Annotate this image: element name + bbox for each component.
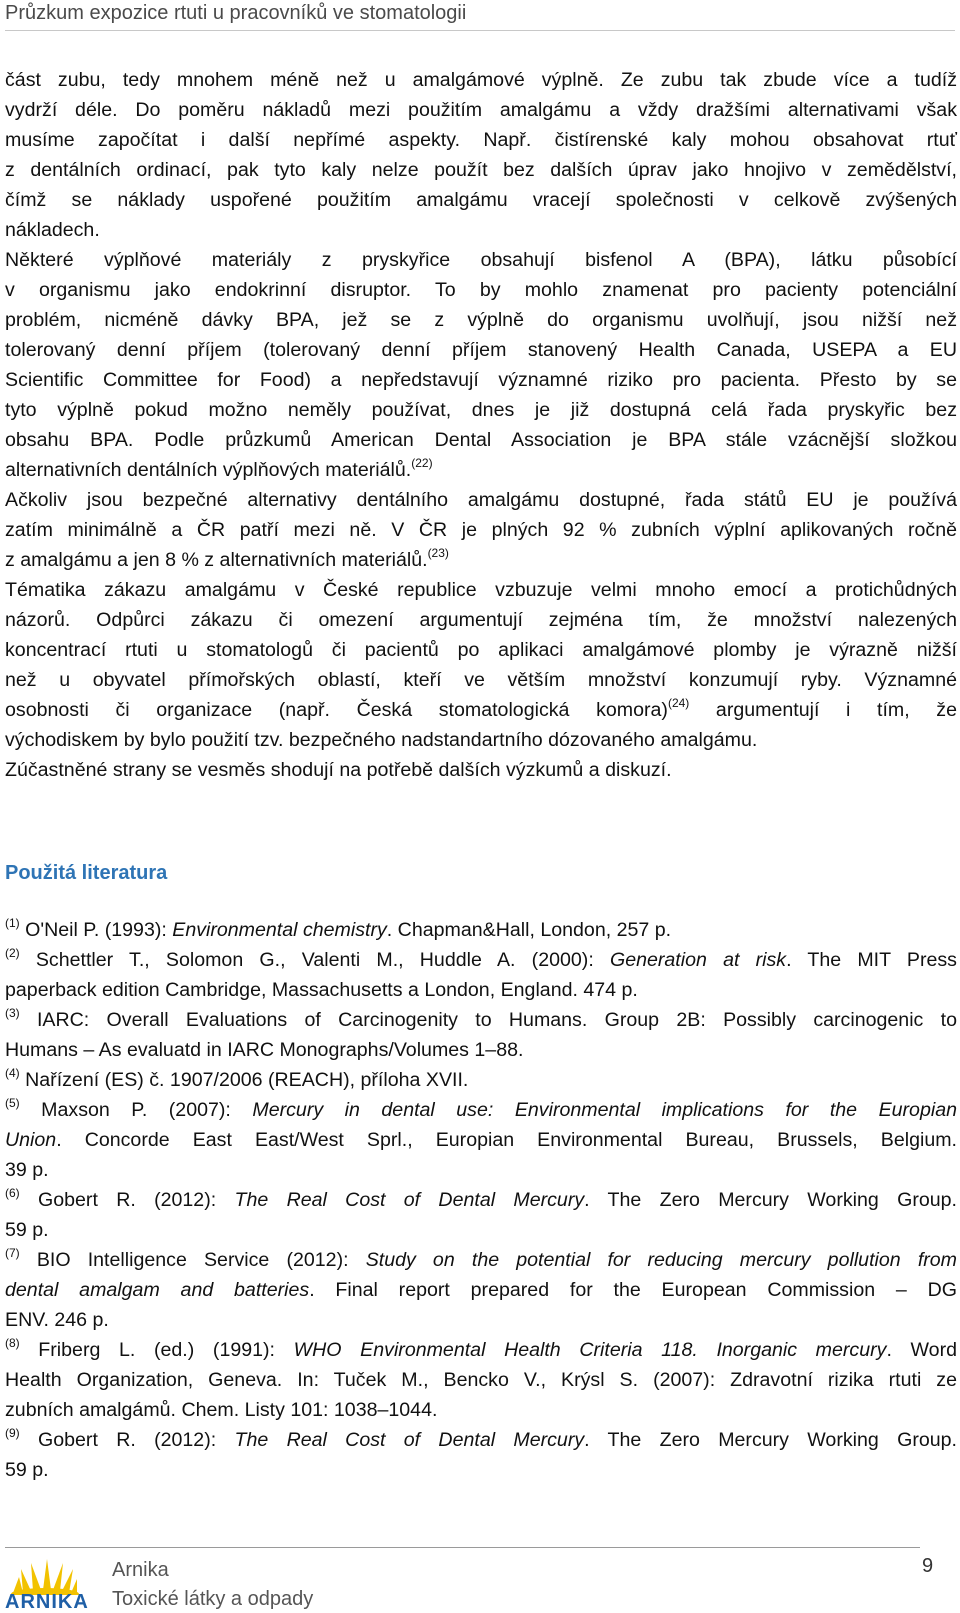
reference-item xyxy=(5,1335,957,1365)
reference-number: (4) xyxy=(5,1066,20,1080)
text-line: část zubu, tedy mnohem méně než u amalgámové výplně. Ze zubu tak zbude více a tudíž xyxy=(5,69,957,91)
text-line: názorů. Odpůrci zákazu či omezení argumentují zejména tím, že množství nalezených xyxy=(5,609,957,631)
running-header: Průzkum expozice rtuti u pracovníků ve stomatologii xyxy=(5,0,955,31)
logo-wordmark: ARNIKA xyxy=(5,1591,89,1613)
text-line xyxy=(5,455,957,485)
reference-title: Environmental chemistry xyxy=(172,919,387,941)
reference-text: . Chapman&Hall, London, 257 p. xyxy=(386,919,672,941)
reference-text: Nařízení (ES) č. 1907/2006 (REACH), příloha XVII. xyxy=(19,1069,469,1091)
references-list xyxy=(5,915,957,1485)
reference-number: (5) xyxy=(5,1096,20,1110)
text-line: obsahu BPA. Podle průzkumů American Dental Association je BPA stále vzácnější složkou xyxy=(5,429,957,451)
reference-item xyxy=(5,1095,957,1125)
text-line: Scientific Committee for Food) a nepředstavují významné riziko pro pacienta. Přesto by se xyxy=(5,369,957,391)
arnika-logo xyxy=(5,1555,105,1613)
text-line: nákladech. xyxy=(5,219,100,241)
reference-title: dental amalgam and batteries xyxy=(5,1279,310,1301)
text-segment: alternativních dentálních výplňových materiálů. xyxy=(5,459,412,481)
text-line: tolerovaný denní příjem (tolerovaný denní příjem stanovený Health Canada, USEPA a EU xyxy=(5,339,957,361)
page-number: 9 xyxy=(922,1555,934,1577)
reference-text: Friberg L. (ed.) (1991): xyxy=(19,1339,294,1361)
reference-title: Union xyxy=(5,1129,57,1151)
text-line: tyto výplně pokud možno neměly používat, dnes je již dostupná celá řada pryskyřic bez xyxy=(5,399,957,421)
reference-continuation: ENV. 246 p. xyxy=(5,1309,109,1331)
text-line: Některé výplňové materiály z pryskyřice obsahují bisfenol A (BPA), látku působící xyxy=(5,249,957,271)
reference-number: (2) xyxy=(5,946,20,960)
reference-number: (7) xyxy=(5,1246,20,1260)
reference-text: . The Zero Mercury Working Group. xyxy=(584,1429,957,1451)
reference-continuation: Humans – As evaluatd in IARC Monographs/Volumes 1–88. xyxy=(5,1039,524,1061)
footer-divider xyxy=(5,1547,920,1548)
text-segment: osobnosti či organizace (např. Česká stomatologická komora) xyxy=(5,699,668,721)
reference-number: (8) xyxy=(5,1336,20,1350)
footer-subtitle: Toxické látky a odpady xyxy=(112,1588,314,1610)
reference-continuation xyxy=(5,1125,957,1155)
section-heading: Použitá literatura xyxy=(5,862,168,884)
reference-item xyxy=(5,915,957,945)
text-line: Ačkoliv jsou bezpečné alternativy dentálního amalgámu dostupné, řada států EU je používá xyxy=(5,489,957,511)
body-text xyxy=(5,65,957,785)
text-line: koncentrací rtuti u stomatologů či pacientů po aplikaci amalgámové plomby je výrazně nižší xyxy=(5,639,957,661)
text-segment: z amalgámu a jen 8 % z alternativních materiálů. xyxy=(5,549,428,571)
text-line: než u obyvatel přímořských oblastí, kteří ve větším množství konzumují ryby. Významné xyxy=(5,669,957,691)
text-line: zatím minimálně a ČR patří mezi ně. V ČR je plných 92 % zubních výplní aplikovaných ročně xyxy=(5,519,957,541)
reference-title: Mercury in dental use: Environmental implications for the Europian xyxy=(252,1099,957,1121)
text-line: v organismu jako endokrinní disruptor. To by mohlo znamenat pro pacienty potenciální xyxy=(5,279,957,301)
text-line: musíme započítat i další nepřímé aspekty. Např. čistírenské kaly mohou obsahovat rtuť xyxy=(5,129,957,151)
text-segment: argumentují i tím, že xyxy=(689,699,957,721)
reference-text: IARC: Overall Evaluations of Carcinogenity to Humans. Group 2B: Possibly carcinogenic to xyxy=(19,1009,957,1031)
reference-item xyxy=(5,1065,957,1095)
reference-item xyxy=(5,1425,957,1455)
reference-text: O'Neil P. (1993): xyxy=(19,919,173,941)
reference-text: . Final report prepared for the European Commission – DG xyxy=(309,1279,957,1301)
reference-continuation: zubních amalgámů. Chem. Listy 101: 1038–1044. xyxy=(5,1399,438,1421)
reference-title: The Real Cost of Dental Mercury xyxy=(234,1189,585,1211)
reference-title: Generation at risk xyxy=(609,949,787,971)
text-line: východiskem by bylo použití tzv. bezpečného nadstandartního dózovaného amalgámu. xyxy=(5,729,758,751)
text-line: problém, nicméně dávky BPA, jež se z výplně do organismu uvolňují, jsou nižší než xyxy=(5,309,957,331)
citation-22: (22) xyxy=(411,456,433,470)
reference-number: (6) xyxy=(5,1186,20,1200)
reference-continuation: 59 p. xyxy=(5,1459,49,1481)
reference-text: . Concorde East East/West Sprl., Europian Environmental Bureau, Brussels, Belgium. xyxy=(56,1129,957,1151)
reference-item xyxy=(5,1245,957,1275)
reference-title: WHO Environmental Health Criteria 118. Inorganic mercury xyxy=(293,1339,887,1361)
reference-item xyxy=(5,945,957,975)
reference-text: . The MIT Press xyxy=(786,949,957,971)
reference-number: (3) xyxy=(5,1006,20,1020)
reference-text: . Word xyxy=(886,1339,957,1361)
reference-text: Gobert R. (2012): xyxy=(19,1429,235,1451)
citation-24: (24) xyxy=(667,696,690,710)
sun-icon xyxy=(5,1555,105,1595)
reference-text: Maxson P. (2007): xyxy=(19,1099,253,1121)
reference-text: Schettler T., Solomon G., Valenti M., Huddle A. (2000): xyxy=(19,949,610,971)
text-line: Zúčastněné strany se vesměs shodují na potřebě dalších výzkumů a diskuzí. xyxy=(5,759,672,781)
reference-text: BIO Intelligence Service (2012): xyxy=(19,1249,366,1271)
citation-23: (23) xyxy=(427,546,449,560)
reference-title: Study on the potential for reducing mercury pollution from xyxy=(365,1249,958,1271)
text-line xyxy=(5,545,957,575)
text-line xyxy=(5,695,957,725)
reference-continuation: paperback edition Cambridge, Massachusetts a London, England. 474 p. xyxy=(5,979,638,1001)
reference-number: (9) xyxy=(5,1426,20,1440)
text-line: čímž se náklady uspořené použitím amalgámu vracejí společnosti v celkově zvýšených xyxy=(5,189,957,211)
reference-continuation: 59 p. xyxy=(5,1219,49,1241)
reference-continuation: 39 p. xyxy=(5,1159,49,1181)
footer-organization: Arnika xyxy=(112,1559,169,1581)
reference-item xyxy=(5,1005,957,1035)
reference-number: (1) xyxy=(5,916,20,930)
reference-item xyxy=(5,1185,957,1215)
reference-text: Gobert R. (2012): xyxy=(19,1189,235,1211)
reference-continuation xyxy=(5,1275,957,1305)
reference-title: The Real Cost of Dental Mercury xyxy=(234,1429,585,1451)
text-line: Tématika zákazu amalgámu v České republice vzbuzuje velmi mnoho emocí a protichůdných xyxy=(5,579,957,601)
text-line: z dentálních ordinací, pak tyto kaly nelze použít bez dalších úprav jako hnojivo v zemědělství, xyxy=(5,159,957,181)
reference-text: . The Zero Mercury Working Group. xyxy=(584,1189,957,1211)
reference-continuation: Health Organization, Geneva. In: Tuček M., Bencko V., Krýsl S. (2007): Zdravotní rizika rtuti ze xyxy=(5,1369,957,1391)
text-line: vydrží déle. Do poměru nákladů mezi použitím amalgámu a vždy dražšími alternativami však xyxy=(5,99,957,121)
